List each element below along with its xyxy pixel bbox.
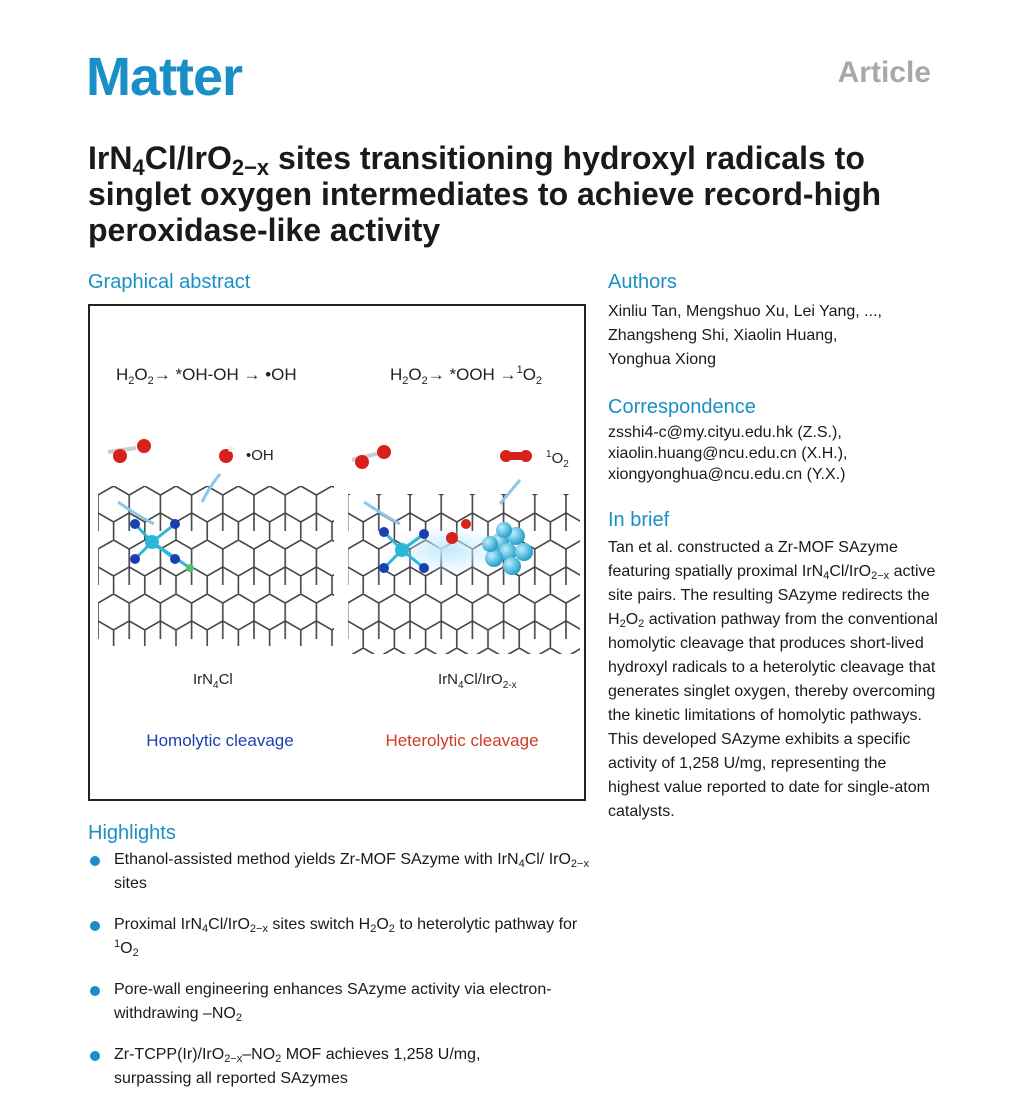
highlights-heading: Highlights (88, 822, 176, 844)
oh-label: •OH (246, 447, 274, 464)
email-link[interactable]: zsshi4-c@my.cityu.edu.hk (Z.S.), (608, 424, 842, 441)
correspondence-heading: Correspondence (608, 396, 756, 418)
left-h2o2-molecule (108, 439, 151, 463)
left-oh-molecule (219, 446, 234, 463)
highlight-item: Ethanol-assisted method yields Zr-MOF SAzyme with IrN$_4$Cl/ IrO$_{2-x}$ sites (114, 851, 589, 892)
email-link[interactable]: xiaolin.huang@ncu.edu.cn (X.H.), (608, 445, 848, 462)
article-title: IrN$_4$Cl/IrO$_{2-x}$ sites transitioning hydroxyl radicals to singlet oxygen intermediates to achieve record-high peroxidase-like activity (88, 140, 882, 248)
highlight-item: Pore-wall engineering enhances SAzyme activity via electron-withdrawing $-NO_2$ (114, 981, 552, 1024)
highlight-bullet (90, 921, 100, 931)
graphical-abstract-heading: Graphical abstract (88, 271, 251, 293)
left-graphene-lattice (98, 486, 334, 646)
journal-logo: Matter (86, 47, 243, 107)
highlight-item: Proximal IrN$_4$Cl/IrO$_{2-x}$ sites switch $H_2O_2$ to heterolytic pathway for $^1O_2$ (114, 916, 578, 959)
authors-heading: Authors (608, 271, 677, 293)
highlight-item: $Zr-TCPP(Ir)/IrO_{2-x}-NO_2$ MOF achieves 1,258 U/mg, surpassing all reported SAzymes (114, 1046, 481, 1087)
in-brief-text: Tan et al. constructed a Zr-MOF SAzyme featuring spatially proximal IrN$_4$Cl/IrO$_{2-x}$ active site pairs. The resulting SAzyme redirects the $H_2O_2$ activation pathway from the conventional homolytic cleavage that produces short-lived hydroxyl radicals to a heterolytic cleavage that generates singlet oxygen, thereby overcoming the kinetic limitations of homolytic pathways. This developed SAzyme exhibits a specific activity of 1,258 U/mg, representing the highest value reported to date for single-atom catalysts. (608, 539, 938, 820)
in-brief-heading: In brief (608, 509, 670, 531)
right-equation: $H_2O_2\to *OOH \to^1O_2$ (390, 364, 543, 387)
singlet-oxygen-label: $^1O_2$ (546, 449, 569, 470)
heterolytic-caption: Heterolytic cleavage (385, 731, 539, 750)
highlight-bullet (90, 856, 100, 866)
author-list: Xinliu Tan, Mengshuo Xu, Lei Yang, ..., Zhangsheng Shi, Xiaolin Huang, Yonghua Xiong (608, 303, 882, 368)
right-site-label: IrN$_4$Cl/IrO$_{2-x}$ (438, 671, 517, 691)
right-h2o2-molecule (352, 445, 391, 469)
left-site-label: IrN$_4$Cl (193, 671, 233, 691)
right-graphene-lattice (348, 494, 580, 654)
correspondence-emails (608, 422, 938, 485)
homolytic-caption: Homolytic cleavage (146, 731, 294, 750)
article-type: Article (837, 56, 931, 89)
left-equation: $H_2O_2\to *OH-OH$ → •OH (116, 365, 297, 387)
singlet-oxygen-molecule (500, 450, 532, 462)
graphical-abstract (88, 304, 586, 801)
highlight-bullet (90, 986, 100, 996)
email-link[interactable]: xiongyonghua@ncu.edu.cn (Y.X.) (608, 466, 846, 483)
highlight-bullet (90, 1051, 100, 1061)
